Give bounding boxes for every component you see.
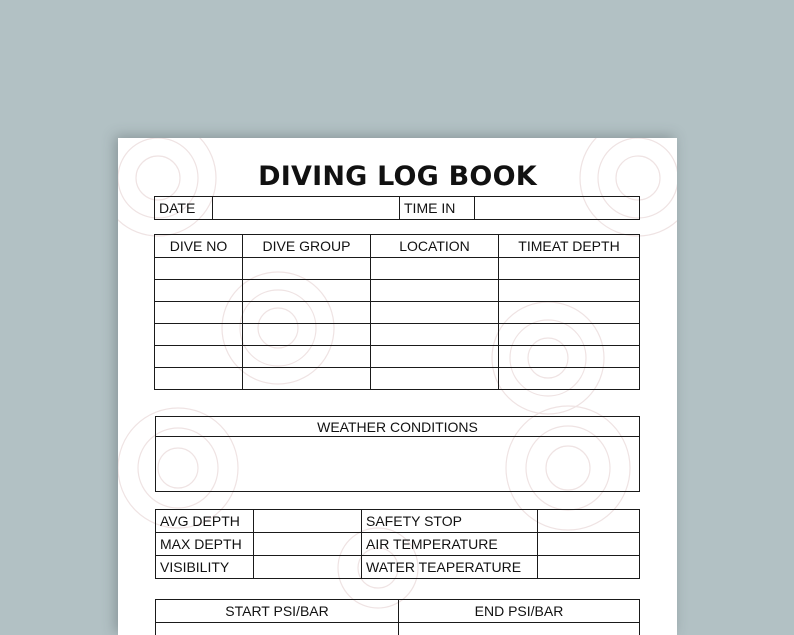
col-dive-group: DIVE GROUP [243,235,371,258]
table-row [155,346,640,368]
weather-conditions-field[interactable] [156,437,640,492]
col-time-at-depth: TIMEAT DEPTH [499,235,640,258]
weather-conditions-label: WEATHER CONDITIONS [156,417,640,437]
table-cell[interactable] [155,324,243,346]
avg-depth-field[interactable] [254,510,362,533]
table-cell[interactable] [499,302,640,324]
table-row [156,533,640,556]
table-cell[interactable] [155,368,243,390]
col-dive-no: DIVE NO [155,235,243,258]
table-cell[interactable] [371,302,499,324]
table-row [156,556,640,579]
table-cell[interactable] [243,280,371,302]
table-row [155,368,640,390]
table-row [155,302,640,324]
table-row [155,280,640,302]
table-cell[interactable] [243,302,371,324]
table-cell[interactable] [243,258,371,280]
date-label: DATE [155,197,213,220]
visibility-label: VISIBILITY [156,556,254,579]
table-row [156,510,640,533]
start-psi-bar-label: START PSI/BAR [156,600,399,623]
safety-stop-field[interactable] [538,510,640,533]
table-cell[interactable] [155,302,243,324]
table-cell[interactable] [371,258,499,280]
table-cell[interactable] [499,368,640,390]
weather-conditions-box [155,416,640,492]
pressure-table [155,599,640,635]
table-cell[interactable] [499,280,640,302]
max-depth-field[interactable] [254,533,362,556]
table-cell[interactable] [243,368,371,390]
date-time-table [154,196,640,220]
log-page [118,138,677,635]
table-cell[interactable] [155,280,243,302]
max-depth-label: MAX DEPTH [156,533,254,556]
safety-stop-label: SAFETY STOP [362,510,538,533]
table-cell[interactable] [371,368,499,390]
visibility-field[interactable] [254,556,362,579]
air-temperature-label: AIR TEMPERATURE [362,533,538,556]
table-cell[interactable] [499,258,640,280]
table-cell[interactable] [371,346,499,368]
avg-depth-label: AVG DEPTH [156,510,254,533]
end-psi-bar-label: END PSI/BAR [399,600,640,623]
measurements-table [155,509,640,579]
time-in-field[interactable] [475,197,640,220]
time-in-label: TIME IN [400,197,475,220]
table-cell[interactable] [243,324,371,346]
table-cell[interactable] [155,258,243,280]
air-temperature-field[interactable] [538,533,640,556]
page-title: DIVING LOG BOOK [258,161,537,192]
table-cell[interactable] [155,346,243,368]
water-temperature-field[interactable] [538,556,640,579]
table-cell[interactable] [371,280,499,302]
col-location: LOCATION [371,235,499,258]
table-cell[interactable] [243,346,371,368]
table-cell[interactable] [371,324,499,346]
table-cell[interactable] [499,346,640,368]
start-psi-bar-field[interactable] [156,623,399,635]
water-temperature-label: WATER TEAPERATURE [362,556,538,579]
date-field[interactable] [213,197,400,220]
table-cell[interactable] [499,324,640,346]
table-row [155,258,640,280]
dive-table [154,234,640,390]
table-row [155,324,640,346]
end-psi-bar-field[interactable] [399,623,640,635]
